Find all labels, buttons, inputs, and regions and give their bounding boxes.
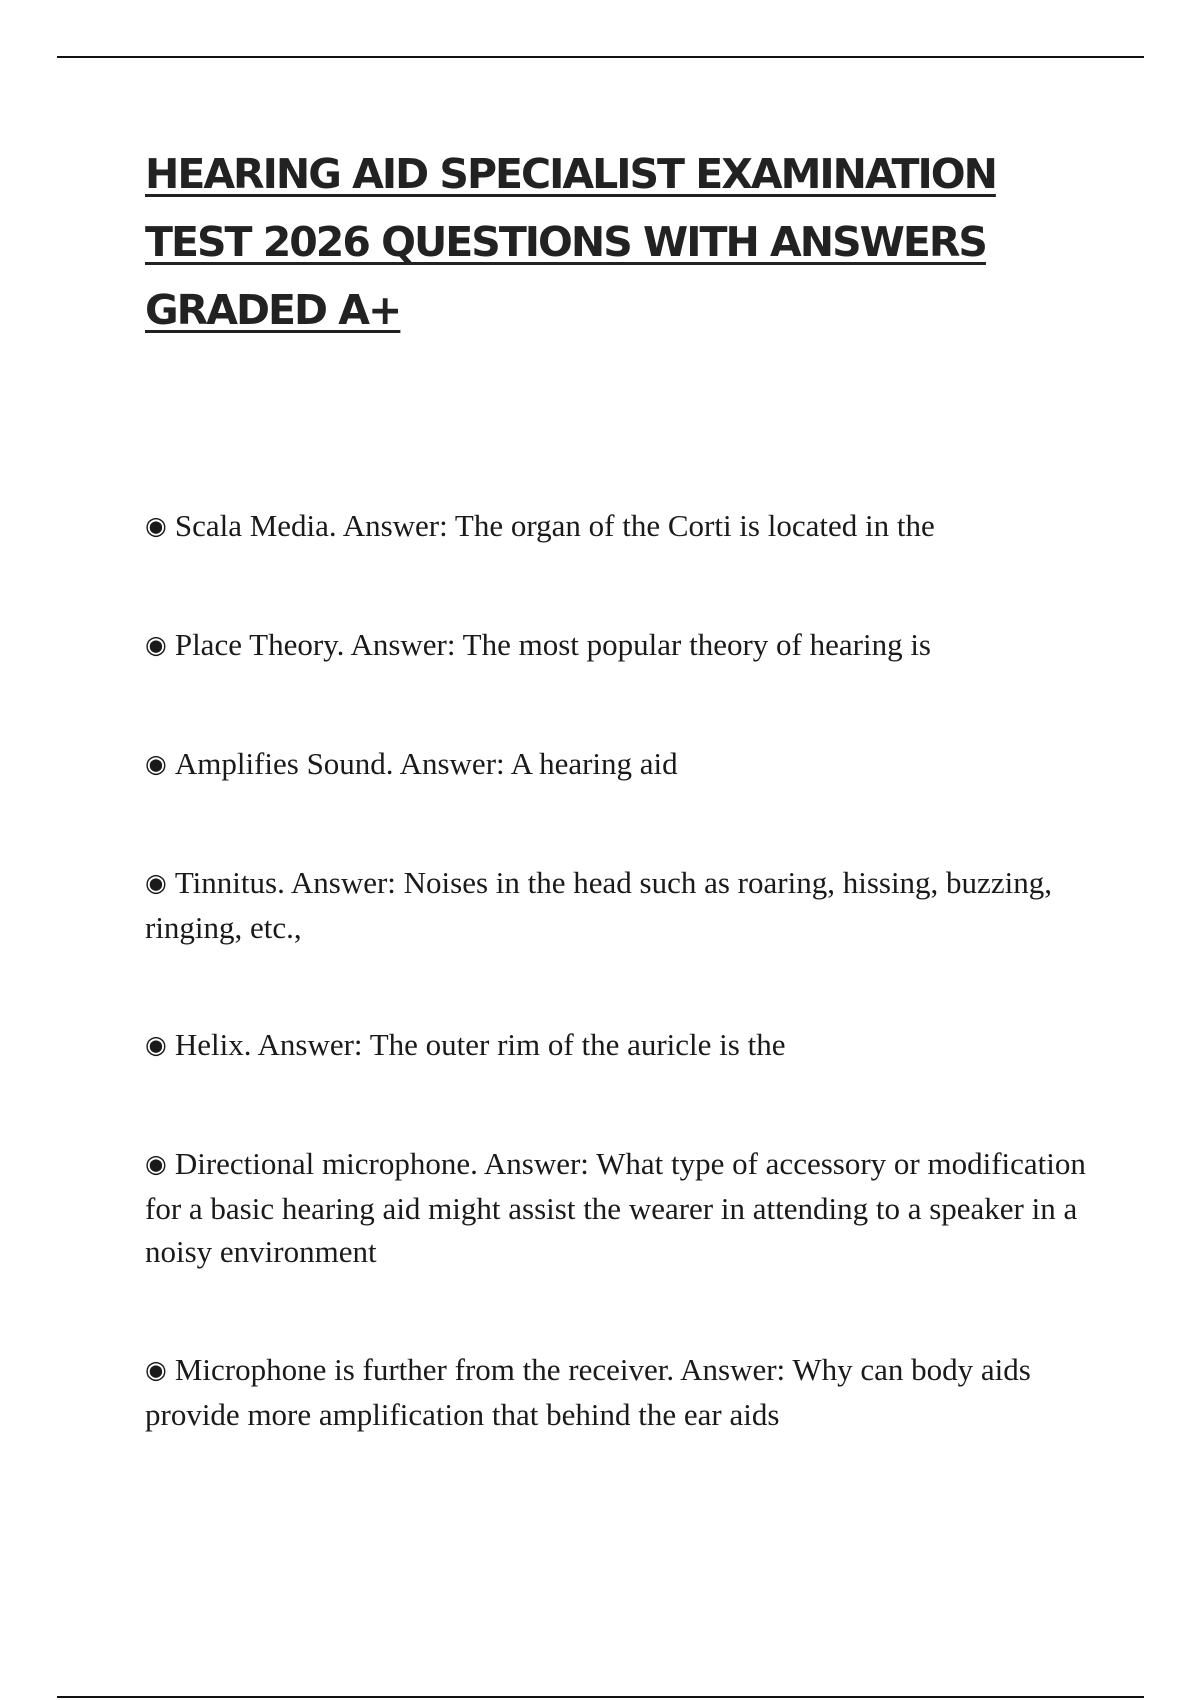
- list-item: [145, 861, 1095, 949]
- list-item-text: Tinnitus. Answer: Noises in the head such as roaring, hissing, buzzing, ringing, etc.,: [145, 865, 1052, 945]
- radio-bullet-icon: ◉: [145, 1030, 167, 1059]
- radio-bullet-icon: ◉: [145, 749, 167, 778]
- radio-bullet-icon: ◉: [145, 868, 167, 897]
- radio-bullet-icon: ◉: [145, 630, 167, 659]
- list-item: [145, 504, 1095, 549]
- list-item-text: Scala Media. Answer: The organ of the Corti is located in the: [174, 508, 935, 543]
- bottom-rule: [57, 1696, 1144, 1698]
- list-item-text: Place Theory. Answer: The most popular theory of hearing is: [174, 627, 931, 662]
- list-item-text: Directional microphone. Answer: What type of accessory or modification for a basic hearing aid might assist the wearer in attending to a speaker in a noisy environment: [145, 1146, 1086, 1269]
- list-item: [145, 742, 1095, 787]
- list-item-text: Helix. Answer: The outer rim of the auricle is the: [174, 1027, 786, 1062]
- list-item: [145, 623, 1095, 668]
- radio-bullet-icon: ◉: [145, 1149, 167, 1178]
- list-item-text: Amplifies Sound. Answer: A hearing aid: [174, 746, 678, 781]
- list-item: [145, 1023, 1095, 1068]
- radio-bullet-icon: ◉: [145, 511, 167, 540]
- document-title: HEARING AID SPECIALIST EXAMINATION TEST 2026 QUESTIONS WITH ANSWERS GRADED A+: [145, 150, 996, 334]
- list-item: [145, 1142, 1095, 1273]
- top-rule: [57, 56, 1144, 58]
- list-item-text: Microphone is further from the receiver. Answer: Why can body aids provide more amplification that behind the ear aids: [145, 1352, 1031, 1432]
- list-item: [145, 1348, 1095, 1436]
- radio-bullet-icon: ◉: [145, 1355, 167, 1384]
